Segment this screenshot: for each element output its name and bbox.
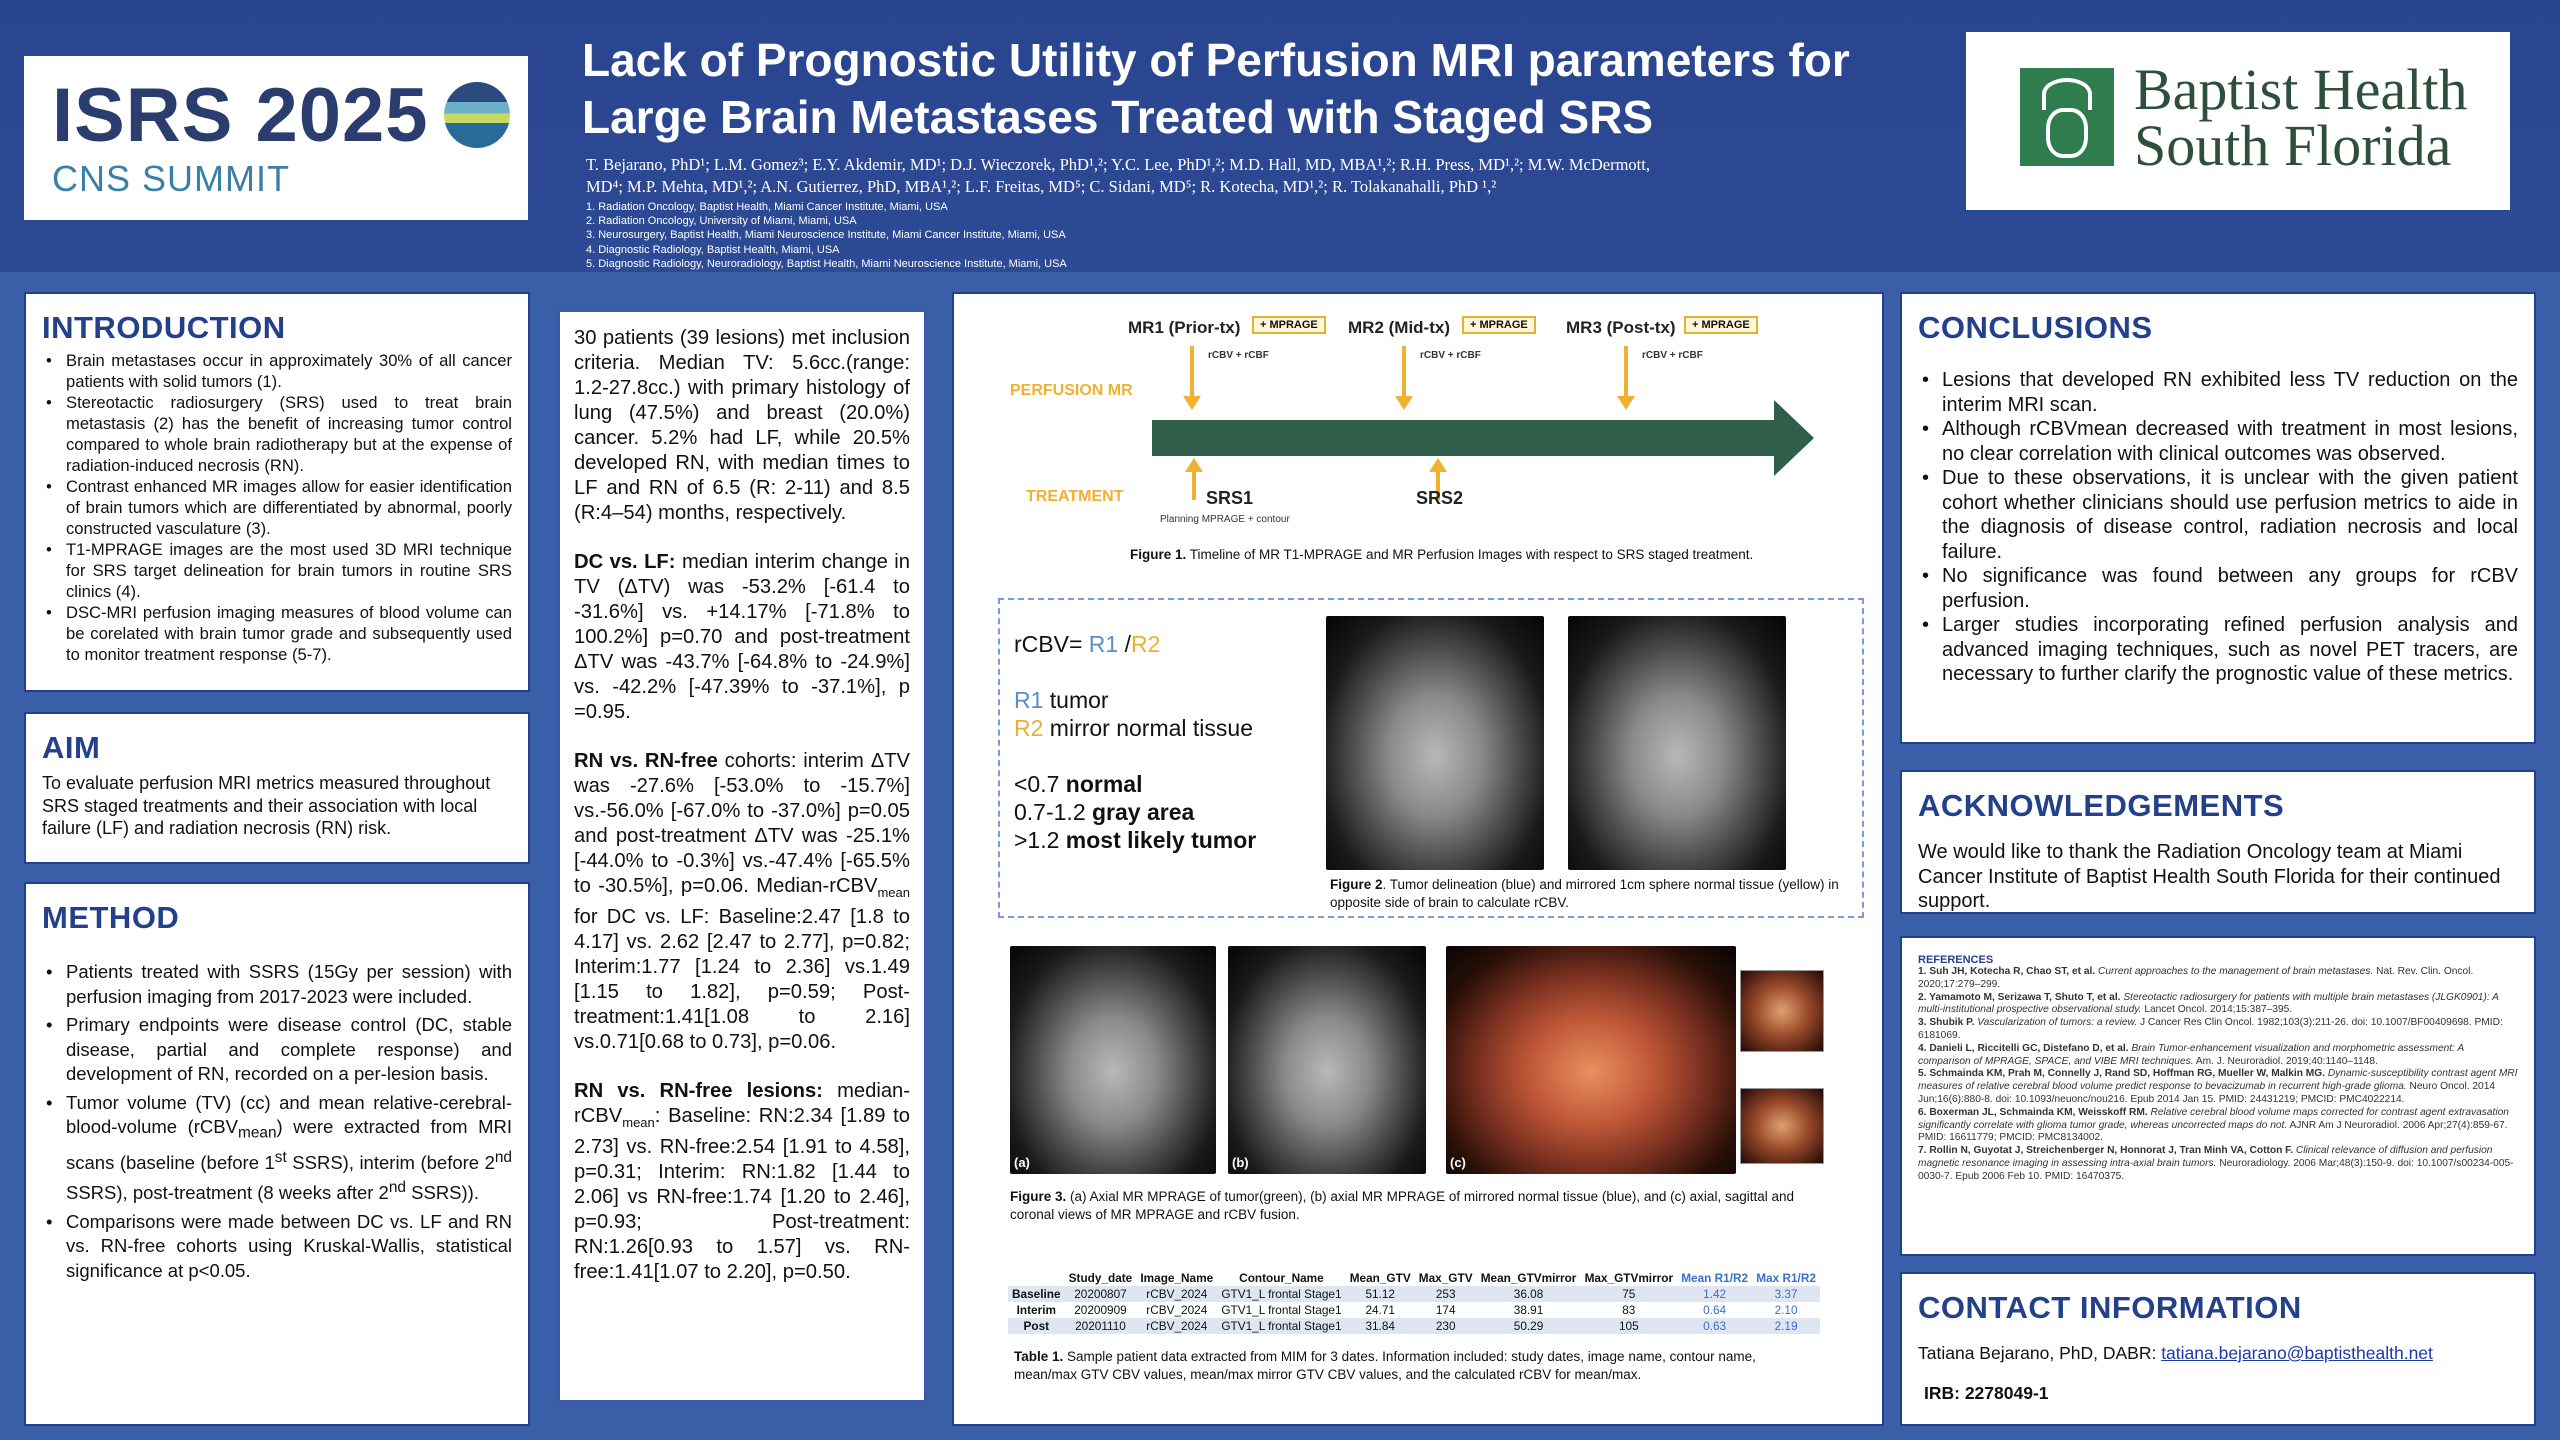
reference-item: 5. Schmainda KM, Prah M, Connelly J, Rand SD, Hoffman RG, Mueller W, Malkin MG. Dynamic-susceptibility contrast agent MRI measures of relative cerebral blood volume predict response to bevacizumab in recurrent high-grade glioma. Neuro Oncol. 2014 Jun;16(6):880-8. doi: 10.1093/neuonc/nou216. Epub 2014 Jan 15. PMID: 24431219; PMCID: PMC4022214. [1918,1068,2518,1105]
authors-line2: MD⁴; M.P. Mehta, MD¹,²; A.N. Gutierrez, PhD, MBA¹,²; L.F. Freitas, MD⁵; C. Sidani, MD⁵; R. Kotecha, MD¹,²; R. Tolakanahalli, PhD ¹,² [586,177,1497,196]
mprage-tag: + MPRAGE [1684,316,1758,334]
results-dc-vs-lf: DC vs. LF: median interim change in TV (ΔTV) was -53.2% [-61.4 to -31.6%] vs. +14.17% [-71.8% to 100.2%] p=0.70 and post-treatment ΔTV was -43.7% [-64.8% to -24.9%] vs. -42.2% [-47.39% to -37.1%], p =0.95. [574,551,910,723]
reference-item: 6. Boxerman JL, Schmainda KM, Weisskoff RM. Relative cerebral blood volume maps corrected for contrast agent extravasation significantly correlate with glioma tumor grade, whereas uncorrected maps do not. AJNR Am J Neuroradiol. 2006 Apr;27(4):859-67. PMID: 16611779; PMCID: PMC8134002. [1918,1106,2509,1144]
baptist-health-name: Baptist Health South Florida [2134,57,2468,178]
poster-header [0,0,2560,272]
results-rn-lesions: RN vs. RN-free lesions: median-rCBV$_{mean}$: Baseline: RN:2.34 [1.89 to 2.73] vs. RN-free:2.54 [1.91 to 4.58], p=0.31; Interim: RN:1.82 [1.44 to 2.06] vs RN-free:1.74 [1.20 to 2.46], p=0.93; Post-treatment: RN:1.26[0.93 to 1.57] vs. RN-free:1.41[1.07 to 2.20], p=0.50. [574,1080,910,1284]
acknowledgements-title: ACKNOWLEDGEMENTS [1918,788,2285,823]
threshold-gray: 0.7-1.2 gray area [1014,799,1195,825]
isrs-logo-text: ISRS 2025 [52,73,429,158]
authors-line1: T. Bejarano, PhD¹; L.M. Gomez³; E.Y. Akdemir, MD¹; D.J. Wieczorek, PhD¹,²; Y.C. Lee, PhD¹,²; M.D. Hall, MD, MBA¹,²; R.H. Press, MD¹,²; M.W. McDermott, [586,155,1650,174]
baptist-health-logo [1966,32,2510,210]
list-item: • Brain metastases occur in approximately 30% of all cancer patients with solid tumors (1). [42,350,512,392]
reference-item: 3. Shubik P. Vascularization of tumors: a review. J Cancer Res Clin Oncol. 1982;103(3):211-26. doi: 10.1007/BF00409698. PMID: 6181069. [1918,1017,2503,1041]
results-summary: 30 patients (39 lesions) met inclusion criteria. Median TV: 5.6cc.(range: 1.2-27.8cc.) with primary histology of lung (47.5%) and breast (20.0%) cancer. 5.2% had LF, while 20.5% developed RN, with median times to LF and RN of 6.5 (R: 2-11) and 8.5 (R:4–54) months, respectively. [574,327,910,524]
conclusions-title: CONCLUSIONS [1918,310,2153,345]
perfusion-mr-label: PERFUSION MR [1010,382,1133,399]
list-item: • Stereotactic radiosurgery (SRS) used to treat brain metastasis (2) has the benefit of increasing tumor control compared to whole brain radiotherapy but at the expense of radiation-induced necrosis (RN). [42,392,512,476]
poster-title-line2: Large Brain Metastases Treated with Staged SRS [582,91,1654,143]
method-list [42,960,512,1283]
references-title: REFERENCES [1918,954,1994,966]
table-row: Interim 20200909 rCBV_2024 GTV1_L frontal Stage1 24.71 174 38.91 83 0.64 2.10 [1016,1303,1798,1317]
list-item: • Lesions that developed RN exhibited less TV reduction on the interim MRI scan. [1918,368,2518,417]
rcbv-rcbf-label: rCBV + rCBF [1642,350,1703,361]
mri-sagittal-view [1740,970,1824,1052]
figure2-box [998,598,1864,918]
table-row: Post 20201110 rCBV_2024 GTV1_L frontal Stage1 31.84 230 50.29 105 0.63 2.19 [1008,1318,1820,1334]
list-item: • Larger studies incorporating refined perfusion analysis and advanced imaging techniques, such as novel PET tracers, are necessary to further clarify the prognostic value of these metrics. [1918,613,2518,687]
contact-line: Tatiana Bejarano, PhD, DABR: tatiana.bejarano@baptisthealth.net [1918,1343,2433,1363]
mri-coronal-view [1740,1088,1824,1164]
reference-item: 2. Yamamoto M, Serizawa T, Shuto T, et al. Stereotactic radiosurgery for patients with multiple brain metastases (JLGK0901): A multi-institutional prospective observational study. Lancet Oncol. 2014;15:387–395. [1918,991,2499,1016]
contact-panel [1900,1272,2536,1426]
isrs-logo [24,56,528,220]
list-item: • Primary endpoints were disease control (DC, stable disease, partial and complete response) and development of RN, recorded on a per-lesion basis. [42,1013,512,1087]
mri-figure3b: (b) [1228,946,1426,1174]
mr2-label: MR2 (Mid-tx) [1348,318,1450,337]
rcbv-rcbf-label: rCBV + rCBF [1420,350,1481,361]
introduction-list [42,350,512,665]
mri-axial-mirror [1568,616,1786,870]
affiliation: 3. Neurosurgery, Baptist Health, Miami Neuroscience Institute, Miami Cancer Institute, Miami, USA [586,229,1066,242]
mr1-label: MR1 (Prior-tx) [1128,318,1241,337]
conclusions-panel [1900,292,2536,744]
affiliation: 2. Radiation Oncology, University of Miami, Miami, USA [586,215,857,228]
list-item: • T1-MPRAGE images are the most used 3D MRI technique for SRS target delineation for brain tumors in routine SRS clinics (4). [42,539,512,602]
table-row: Baseline 20200807 rCBV_2024 GTV1_L frontal Stage1 51.12 253 36.08 75 1.42 3.37 [1008,1286,1820,1302]
arrow-down-icon [1402,346,1406,398]
srs2-label: SRS2 [1416,488,1464,508]
arrow-down-icon [1624,346,1628,398]
contact-title: CONTACT INFORMATION [1918,1290,2302,1325]
pineapple-icon [2020,68,2114,166]
aim-panel [24,712,530,864]
list-item: • DSC-MRI perfusion imaging measures of blood volume can be corelated with brain tumor grade and subsequently used to monitor treatment response (5-7). [42,602,512,665]
aim-title: AIM [42,730,101,765]
arrow-up-icon [1192,470,1196,500]
acknowledgements-panel [1900,770,2536,914]
reference-item: 7. Rollin N, Guyotat J, Streichenberger N, Honnorat J, Tran Minh VA, Cotton F. Clinical relevance of diffusion and perfusion magnetic resonance imaging in assessing intra-axial brain tumors. Neuroradiology. 2006 Mar;48(3):150-9. doi: 10.1007/s00234-005-0030-7. Epub 2006 Feb 10. PMID: 16470375. [1918,1145,2514,1182]
acknowledgements-text: We would like to thank the Radiation Oncology team at Miami Cancer Institute of Baptist Health South Florida for their continued support. [1918,841,2501,912]
list-item: • Tumor volume (TV) (cc) and mean relative-cerebral-blood-volume (rCBV$_{mean}$) were extracted from MRI scans (baseline (before 1st SSRS), interim (before 2nd SSRS), post-treatment (8 weeks after 2nd SSRS)). [42,1091,512,1206]
treatment-label: TREATMENT [1026,488,1124,505]
irb-number: IRB: 2278049-1 [1924,1383,2049,1403]
introduction-title: INTRODUCTION [42,310,286,345]
mprage-tag: + MPRAGE [1252,316,1326,334]
references-list [1918,966,2518,1184]
table1-caption: Table 1. Sample patient data extracted from MIM for 3 dates. Information included: study dates, image name, contour name, mean/max GTV CBV values, mean/max mirror GTV CBV values, and the calculated rCBV for mean/max. [1014,1349,1756,1382]
results-rn-cohorts: RN vs. RN-free cohorts: interim ΔTV was -27.6% [-53.0% to -15.7%] vs.-56.0% [-67.0% to -37.0%] p=0.05 and post-treatment ΔTV was -25.1% [-44.0% to -0.3%] vs.-47.4% [-65.5% to -30.5%], p=0.06. Median-rCBV$_{mean}$ for DC vs. LF: Baseline:2.47 [1.8 to 4.17] vs. 2.62 [2.47 to 2.77], p=0.82; Interim:1.77 [1.24 to 2.36] vs.1.49 [1.15 to 1.82], p=0.59; Post-treatment:1.41[1.08 to 2.16] vs.0.71[0.68 to 0.73], p=0.06. [574,750,910,1054]
authors [586,154,1786,198]
list-item: • Contrast enhanced MR images allow for easier identification of brain tumors which are differentiated by abnormal, poorly constructed vasculature (3). [42,476,512,539]
rcbv-equation: rCBV= R1 /R2 [1014,631,1161,657]
rcbv-rcbf-label: rCBV + rCBF [1208,350,1269,361]
results-panel [558,310,926,1402]
list-item: • Patients treated with SSRS (15Gy per session) with perfusion imaging from 2017-2023 were included. [42,960,512,1009]
r1-legend: R1 tumor [1014,687,1109,713]
mri-figure3c-fusion: (c) [1446,946,1736,1174]
figure2-caption: Figure 2. Tumor delineation (blue) and mirrored 1cm sphere normal tissue (yellow) in opposite side of brain to calculate rCBV. [1330,877,1839,910]
list-item: • No significance was found between any groups for rCBV perfusion. [1918,564,2518,613]
list-item: • Due to these observations, it is unclear with the given patient cohort whether clinicians should use perfusion metrics to aide in the diagnosis of disease control, radiation necrosis and local failure. [1918,466,2518,564]
affiliation: 4. Diagnostic Radiology, Baptist Health, Miami, USA [586,243,840,256]
mr3-label: MR3 (Post-tx) [1566,318,1676,337]
aim-text: To evaluate perfusion MRI metrics measured throughout SRS staged treatments and their association with local failure (LF) and radiation necrosis (RN) risk. [42,773,491,838]
method-panel [24,882,530,1426]
srs1-sublabel: Planning MPRAGE + contour [1160,514,1290,525]
table-header-row: Study_date Image_Name Contour_Name Mean_GTV Max_GTV Mean_GTVmirror Max_GTVmirror Mean R1/R2 Max R1/R2 [1068,1271,1816,1285]
timeline-arrow-icon [1152,420,1776,456]
mprage-tag: + MPRAGE [1462,316,1536,334]
rcbv-formula [1014,630,1256,854]
reference-item: 4. Danieli L, Riccitelli GC, Distefano D, et al. Brain Tumor-enhancement visualization and morphometric assessment: A comparison of MPRAGE, SPACE, and VIBE MRI techniques. Am. J. Neuroradiol. 2019;40:1140–1148. [1918,1042,2464,1067]
figure3-caption: Figure 3. (a) Axial MR MPRAGE of tumor(green), (b) axial MR MPRAGE of mirrored normal tissue (blue), and (c) axial, sagittal and coronal views of MR MPRAGE and rCBV fusion. [1010,1189,1794,1222]
poster-title [582,32,1922,146]
isrs-wave-icon [444,82,510,148]
poster-title-line1: Lack of Prognostic Utility of Perfusion MRI parameters for [582,34,1850,86]
arrow-down-icon [1190,346,1194,398]
affiliation: 5. Diagnostic Radiology, Neuroradiology, Baptist Health, Miami Neuroscience Institute, Miami, USA [586,257,1067,270]
figure1-timeline [954,294,1882,574]
mri-axial-tumor [1326,616,1544,870]
isrs-logo-subtext: CNS SUMMIT [52,158,290,199]
table1 [1008,1270,1820,1334]
list-item: • Comparisons were made between DC vs. LF and RN vs. RN-free cohorts using Kruskal-Wallis, statistical significance at p<0.05. [42,1210,512,1284]
srs1-label: SRS1 [1206,488,1254,508]
method-title: METHOD [42,900,180,935]
list-item: • Although rCBVmean decreased with treatment in most lesions, no clear correlation with clinical outcomes was observed. [1918,417,2518,466]
conclusions-list [1918,368,2518,687]
r2-legend: R2 mirror normal tissue [1014,715,1254,741]
threshold-normal: <0.7 normal [1014,771,1143,797]
contact-email-link[interactable]: tatiana.bejarano@baptisthealth.net [2161,1343,2433,1363]
mri-figure3a: (a) [1010,946,1216,1174]
affiliations [586,200,1586,271]
references-panel [1900,936,2536,1256]
reference-item: 1. Suh JH, Kotecha R, Chao ST, et al. Current approaches to the management of brain metastases. Nat. Rev. Clin. Oncol. 2020;17:279–299. [1918,966,2474,990]
figure1-caption: Figure 1. Timeline of MR T1-MPRAGE and MR Perfusion Images with respect to SRS staged treatment. [1130,547,1754,562]
threshold-tumor: >1.2 most likely tumor [1014,827,1257,853]
affiliation: 1. Radiation Oncology, Baptist Health, Miami Cancer Institute, Miami, USA [586,201,948,213]
introduction-panel [24,292,530,692]
figures-panel [952,292,1884,1426]
